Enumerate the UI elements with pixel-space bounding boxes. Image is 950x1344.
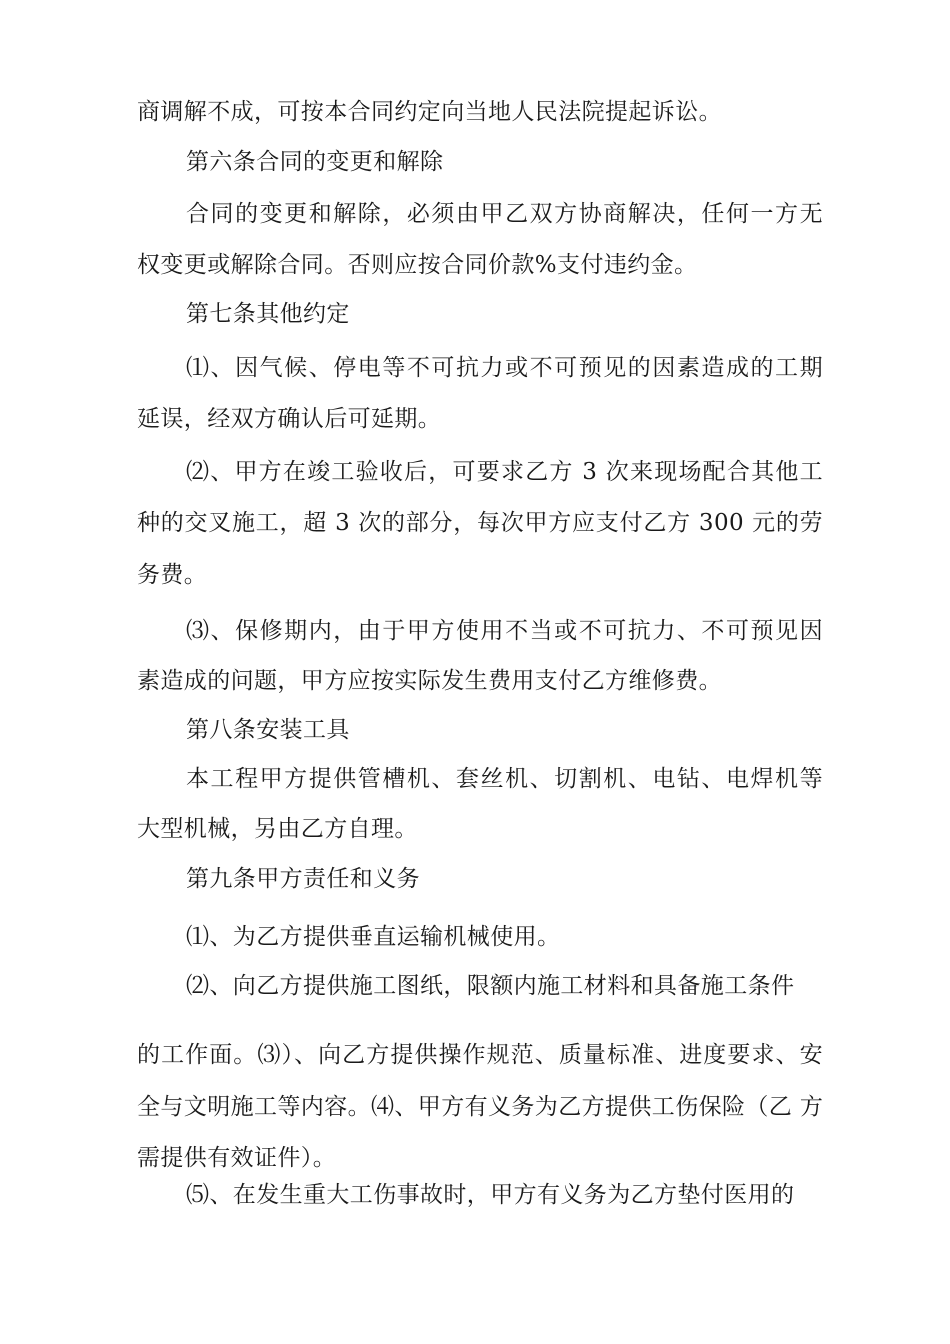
text-line: 商调解不成，可按本合同约定向当地人民法院提起诉讼。	[137, 99, 722, 125]
text-line: 合同的变更和解除，必须由甲乙双方协商解决，任何一方无	[186, 201, 823, 227]
text-line: 本工程甲方提供管槽机、套丝机、切割机、电钻、电焊机等	[186, 766, 823, 792]
text-line: ⑵、甲方在竣工验收后，可要求乙方 3 次来现场配合其他工	[186, 459, 823, 485]
text-line: 需提供有效证件）。	[137, 1145, 337, 1171]
section-heading-9: 第九条甲方责任和义务	[186, 866, 420, 892]
text-line: 延误，经双方确认后可延期。	[137, 406, 442, 432]
text-line: ⑵、向乙方提供施工图纸，限额内施工材料和具备施工条件	[186, 973, 795, 999]
text-line: ⑴、因气候、停电等不可抗力或不可预见的因素造成的工期	[186, 355, 823, 381]
section-heading-6: 第六条合同的变更和解除	[186, 149, 444, 175]
text-line: 全与文明施工等内容。⑷、甲方有义务为乙方提供工伤保险（乙 方	[137, 1094, 824, 1120]
text-line: ⑶、保修期内，由于甲方使用不当或不可抗力、不可预见因	[186, 618, 823, 644]
section-heading-7: 第七条其他约定	[186, 301, 350, 327]
section-heading-8: 第八条安装工具	[186, 717, 350, 743]
text-line: ⑸、在发生重大工伤事故时，甲方有义务为乙方垫付医用的	[186, 1182, 795, 1208]
text-line: 权变更或解除合同。否则应按合同价款%支付违约金。	[137, 252, 698, 278]
text-line: 种的交叉施工，超 3 次的部分，每次甲方应支付乙方 300 元的劳	[137, 510, 823, 536]
text-line: ⑴、为乙方提供垂直运输机械使用。	[186, 924, 561, 950]
text-line: 素造成的问题，甲方应按实际发生费用支付乙方维修费。	[137, 668, 722, 694]
text-line: 大型机械，另由乙方自理。	[137, 816, 418, 842]
text-line: 务费。	[137, 562, 208, 588]
text-line: 的工作面。⑶）、向乙方提供操作规范、质量标准、进度要求、安	[137, 1042, 823, 1068]
